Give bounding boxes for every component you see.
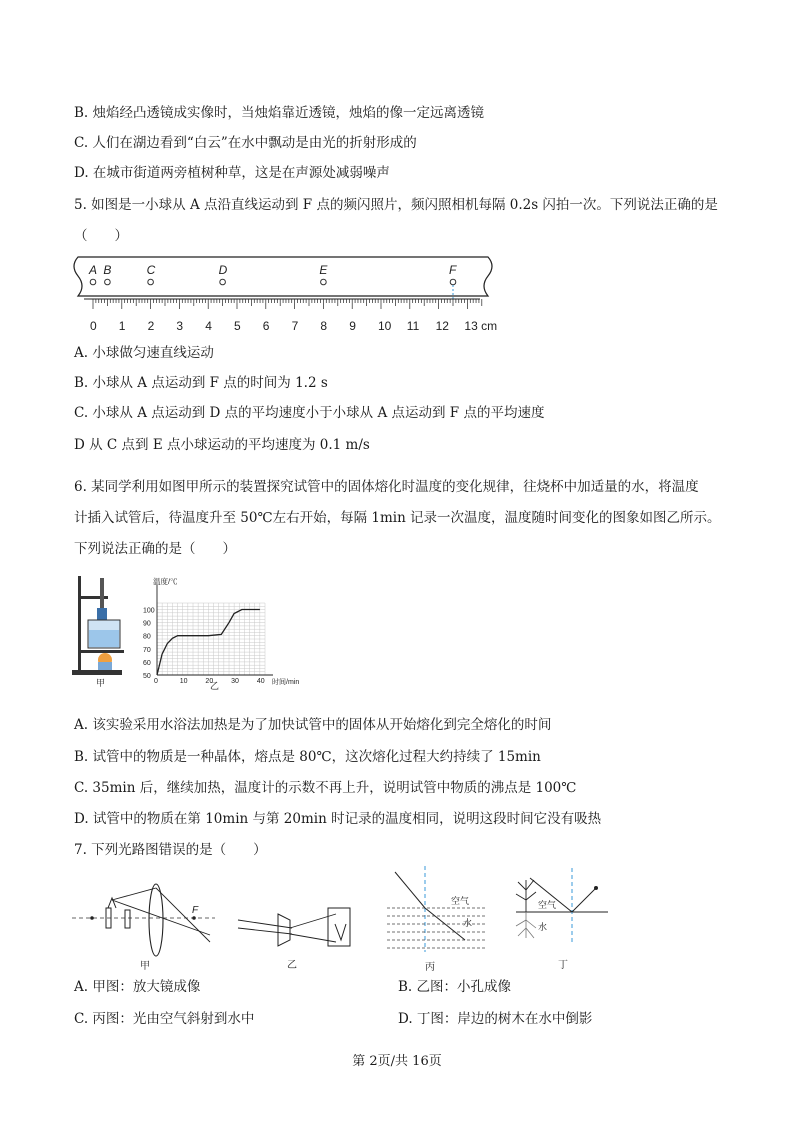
ruler-tick-label: 4 — [205, 319, 212, 333]
chart-ylabel: 温度/℃ — [153, 577, 178, 586]
y-tick-label: 60 — [143, 659, 151, 667]
fig-label-yi: 乙 — [287, 960, 297, 970]
ding-air-label: 空气 — [538, 900, 557, 910]
bing-air-label: 空气 — [451, 896, 470, 906]
q5-paren: （ ） — [74, 228, 128, 244]
q6-stem-line3: 下列说法正确的是（ ） — [74, 541, 236, 557]
ruler-tick-label: 9 — [349, 319, 356, 333]
temperature-chart — [135, 575, 310, 690]
lens-F-label: F — [192, 905, 199, 916]
q6-option-b: B. 试管中的物质是一种晶体，熔点是 80℃，这次熔化过程大约持续了 15min — [74, 749, 541, 765]
fig-jia-label: 甲 — [96, 678, 106, 687]
x-tick-label: 40 — [256, 678, 265, 685]
y-tick-label: 90 — [143, 620, 151, 628]
fig-bing-refraction — [385, 866, 490, 972]
ruler-tick-label: 12 — [435, 319, 449, 333]
ruler-tick-label: 3 — [176, 319, 184, 333]
ruler-tick-label: 2 — [147, 319, 155, 333]
ball-point — [321, 279, 327, 285]
fig-label-bing: 丙 — [425, 962, 435, 972]
ruler-tick-label: 8 — [320, 319, 328, 333]
y-tick-label: 50 — [143, 673, 151, 680]
fig-yi-pinhole — [232, 900, 367, 970]
x-tick-label: 0 — [154, 678, 158, 685]
ruler-tick-label: 13 cm — [464, 319, 498, 333]
ruler-tick-label: 1 — [118, 319, 126, 333]
q5-option-a: A. 小球做匀速直线运动 — [74, 345, 214, 361]
q6-stem-line2: 计插入试管后，待温度升至 50℃左右开始，每隔 1min 记录一次温度，温度随时间变化的图象如图乙所示。 — [74, 510, 721, 526]
ding-water-label: 水 — [538, 922, 548, 932]
y-tick-label: 80 — [143, 633, 151, 641]
x-tick-label: 30 — [231, 678, 239, 685]
fig-ding-reflection — [508, 868, 613, 972]
q4-option-d: D. 在城市街道两旁植树种草，这是在声源处减弱噪声 — [74, 165, 390, 181]
ball-point — [90, 279, 96, 285]
ball-point — [220, 279, 226, 285]
q6-option-a: A. 该实验采用水浴法加热是为了加快试管中的固体从开始熔化到完全熔化的时间 — [74, 717, 552, 733]
q6-stem-line1: 6. 某同学利用如图甲所示的装置探究试管中的固体熔化时温度的变化规律，往烧杯中加适量的水，将温度 — [74, 479, 699, 495]
x-tick-label: 20 — [205, 678, 214, 685]
q5-option-d: D 从 C 点到 E 点小球运动的平均速度为 0.1 m/s — [74, 437, 370, 453]
q4-option-b: B. 烛焰经凸透镜成实像时，当烛焰靠近透镜，烛焰的像一定远离透镜 — [74, 105, 485, 121]
ball-point-label: A — [89, 263, 98, 277]
q7-stem: 7. 下列光路图错误的是（ ） — [74, 842, 267, 858]
ruler-tick-label: 10 — [378, 319, 392, 333]
q7-option-d: D. 丁图：岸边的树木在水中倒影 — [398, 1011, 593, 1027]
ball-point-label: B — [103, 263, 112, 277]
fig-jia-lens — [70, 880, 220, 970]
q7-option-c: C. 丙图：光由空气斜射到水中 — [74, 1011, 255, 1027]
ruler-tick-label: 6 — [262, 319, 270, 333]
q6-option-d: D. 试管中的物质在第 10min 与第 20min 时记录的温度相同，说明这段时间它没有吸热 — [74, 811, 602, 827]
q5-option-c: C. 小球从 A 点运动到 D 点的平均速度小于小球从 A 点运动到 F 点的平均速度 — [74, 405, 545, 421]
ruler-tick-label: 11 — [406, 319, 420, 333]
fig-label-jia: 甲 — [140, 961, 150, 970]
ruler-tick-label: 5 — [234, 319, 241, 333]
ball-point-label: E — [319, 263, 328, 277]
ruler-figure — [66, 252, 506, 340]
y-tick-label: 70 — [143, 646, 151, 654]
y-tick-label: 100 — [143, 607, 155, 615]
q6-option-c: C. 35min 后，继续加热，温度计的示数不再上升，说明试管中物质的沸点是 100℃ — [74, 780, 577, 796]
ball-point — [105, 279, 111, 285]
ball-point-label: C — [146, 263, 156, 277]
x-tick-label: 10 — [179, 678, 188, 685]
ball-point — [148, 279, 154, 285]
fig-yi-label: 乙 — [210, 681, 220, 690]
q7-option-b: B. 乙图：小孔成像 — [398, 979, 512, 995]
q4-option-c: C. 人们在湖边看到“白云”在水中飘动是由光的折射形成的 — [74, 135, 417, 151]
chart-xlabel: 时间/min — [272, 679, 300, 686]
apparatus-figure — [70, 572, 130, 687]
q7-option-a: A. 甲图：放大镜成像 — [74, 979, 201, 995]
ruler-tick-label: 7 — [291, 319, 299, 333]
bing-water-label: 水 — [463, 918, 473, 928]
ball-point-label: D — [218, 263, 228, 277]
ruler-tick-label: 0 — [90, 319, 97, 333]
ball-point-label: F — [449, 263, 457, 277]
q5-option-b: B. 小球从 A 点运动到 F 点的时间为 1.2 s — [74, 375, 328, 391]
q5-stem: 5. 如图是一小球从 A 点沿直线运动到 F 点的频闪照片，频闪照相机每隔 0.2s 闪拍一次。下列说法正确的是 — [74, 197, 718, 213]
page-footer: 第 2页/共 16页 — [352, 1054, 442, 1069]
fig-label-ding: 丁 — [558, 960, 568, 971]
ball-point — [450, 279, 456, 285]
